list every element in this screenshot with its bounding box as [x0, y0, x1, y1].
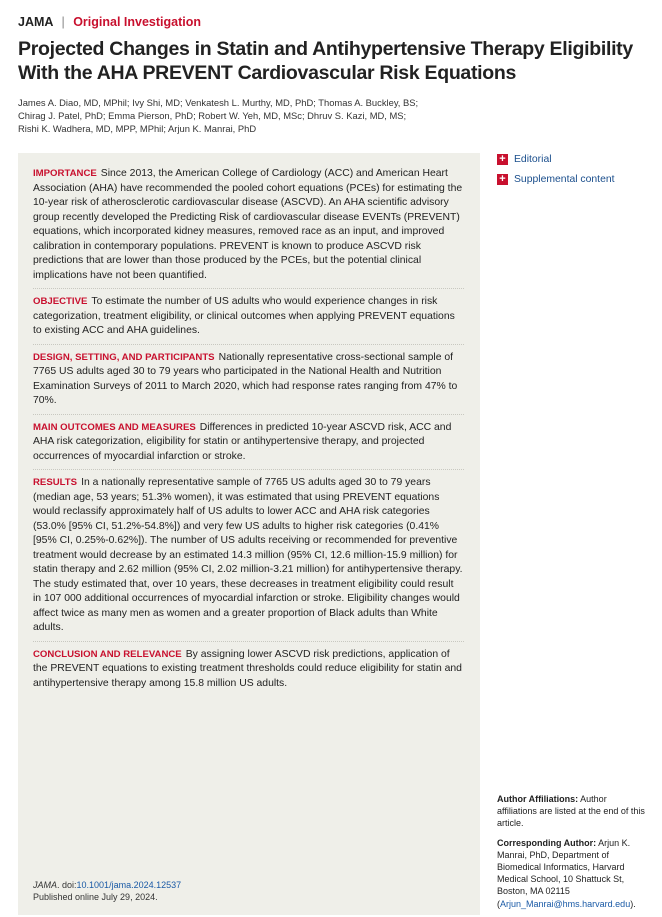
abstract-box: [18, 153, 480, 915]
journal-name: JAMA: [18, 15, 53, 29]
abstract-section-outcomes: [33, 421, 464, 471]
corresponding-end: ).: [630, 898, 636, 909]
supplemental-link-label: Supplemental content: [514, 174, 615, 185]
section-label: OBJECTIVE: [33, 296, 88, 307]
author-line: Chirag J. Patel, PhD; Emma Pierson, PhD; Robert W. Yeh, MD, MSc; Dhruv S. Kazi, MD, MS;: [18, 110, 407, 121]
section-text: Differences in predicted 10-year ASCVD risk, ACC and AHA risk categorization, eligibility for statin or antihypertensive therapy, and projected occurrences of myocardial infarction or stroke.: [33, 421, 452, 462]
section-label: DESIGN, SETTING, AND PARTICIPANTS: [33, 351, 215, 363]
supplemental-content-link[interactable]: [497, 174, 615, 185]
corresponding-text: Arjun K. Manrai, PhD, Department of Biomedical Informatics, Harvard Medical School, 10 Shattuck St, Boston, MA 02115 (: [497, 837, 631, 909]
citation-doi-prefix: . doi:: [57, 880, 77, 890]
side-links: [497, 154, 615, 194]
article-section: Original Investigation: [73, 15, 201, 29]
abstract-section-design: [33, 351, 464, 415]
abstract-section-results: [33, 476, 464, 642]
email-link[interactable]: Arjun_Manrai@hms.harvard.edu: [500, 898, 631, 909]
affiliations: [497, 793, 645, 917]
section-label: IMPORTANCE: [33, 168, 97, 179]
author-line: James A. Diao, MD, MPhil; Ivy Shi, MD; Venkatesh L. Murthy, MD, PhD; Thomas A. Buckley, BS;: [18, 97, 419, 108]
section-label: RESULTS: [33, 477, 78, 488]
published-date: Published online July 29, 2024.: [33, 892, 158, 902]
section-text: In a nationally representative sample of 7765 US adults aged 30 to 79 years (median age, 53 years; 51.3% women), it was estimated that using PREVENT equations would reclassify approximately half of US adults to lower ACC and AHA risk categories (53.0% [95% CI, 51.2%-54.8%]) and very few US adults to higher risk categories (0.41% [95% CI, 0.25%-0.62%]). The number of US adults receiving or recommended for preventive treatment would decrease by an estimated 14.3 million (95% CI, 12.6 million-15.9 million) for statin therapy and 2.62 million (95% CI, 2.02 million-3.21 million) for antihypertensive therapy. The study estimated that, over 10 years, these decreases in treatment eligibility could result in 107 000 additional occurrences of myocardial infarction or stroke. Eligibility changes would affect twice as many men as women and a greater proportion of Black adults than White adults.: [33, 477, 463, 633]
abstract-section-objective: [33, 295, 464, 345]
editorial-link[interactable]: [497, 154, 615, 165]
affiliations-text: Author affiliations are listed at the end of this article.: [497, 794, 645, 829]
corresponding-author: [497, 837, 645, 910]
section-text: Since 2013, the American College of Cardiology (ACC) and American Heart Association (AHA) have recommended the pooled cohort equations (PCEs) for estimating the 10-year risk of atherosclerotic cardiovascular disease (ASCVD). An AHA scientific advisory group recently developed the Predicting Risk of cardiovascular disease EVENTs (PREVENT) equations, which incorporated kidney measures, removed race as an input, and improved calibration in contemporary populations. PREVENT is known to produce ASCVD risk predictions that are lower than those produced by the PCEs, but the potential clinical implications have not been quantified.: [33, 168, 463, 281]
doi-link[interactable]: 10.1001/jama.2024.12537: [76, 880, 182, 890]
abstract-section-conclusion: [33, 648, 464, 697]
section-text: Nationally representative cross-sectional sample of 7765 US adults aged 30 to 79 years who participated in the National Health and Nutrition Examination Surveys of 2011 to March 2020, which had response rates ranging from 47% to 70%.: [33, 351, 458, 406]
corresponding-label: Corresponding Author:: [497, 837, 597, 848]
section-label: MAIN OUTCOMES AND MEASURES: [33, 421, 196, 433]
abstract-section-importance: [33, 167, 464, 289]
plus-icon: +: [497, 174, 508, 185]
affiliations-label: Author Affiliations:: [497, 794, 579, 804]
author-list: [18, 96, 618, 135]
author-affiliations: [497, 793, 645, 830]
plus-icon: +: [497, 154, 508, 165]
section-text: To estimate the number of US adults who would experience changes in risk categorization, treatment eligibility, or clinical outcomes when applying PREVENT equations to existing ACC and AHA guidelines.: [33, 296, 455, 336]
journal-header: [18, 15, 201, 29]
section-text: By assigning lower ASCVD risk predictions, application of the PREVENT equations to existing treatment thresholds could reduce eligibility for statin and antihypertensive therapy among 15.8 million US adults.: [33, 648, 462, 689]
editorial-link-label: Editorial: [514, 154, 552, 165]
citation: [33, 879, 181, 903]
section-label: CONCLUSION AND RELEVANCE: [33, 648, 182, 660]
header-separator: |: [61, 15, 65, 29]
article-title: Projected Changes in Statin and Antihypertensive Therapy Eligibility With the AHA PREVENT Cardiovascular Risk Equations: [18, 38, 633, 84]
citation-journal: JAMA: [33, 880, 58, 890]
author-line: Rishi K. Wadhera, MD, MPP, MPhil; Arjun K. Manrai, PhD: [18, 123, 257, 134]
